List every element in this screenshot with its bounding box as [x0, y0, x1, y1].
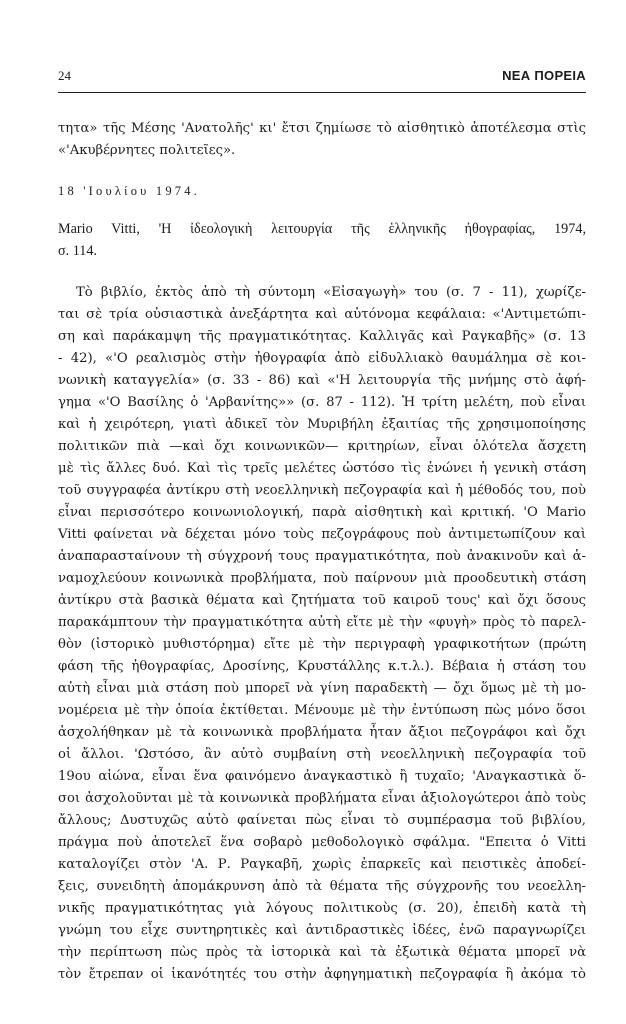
text-line: ται σὲ τρία οὐσιαστικὰ ἀνεξάρτητα καὶ αὐτόνομα κεφάλαια: «'Αντιμετώπι- — [58, 307, 586, 322]
text-line: νωνικὴ καταγγελία» (σ. 33 - 86) καὶ «'Η λειτουργία τῆς μνήμης στὸ ἀφή- — [58, 373, 586, 388]
text-line: καταλογίζει στὸν 'Α. Ρ. Ραγκαβῆ, χωρὶς ἐπαρκεῖς καὶ πειστικὲς ἀποδεί- — [58, 857, 586, 872]
text-line: αὐτὴ εἶναι μιὰ στάση ποὺ μπορεῖ νὰ γίνη παραδεκτὴ — ὄχι ὅμως μὲ τὴ μο- — [58, 681, 586, 696]
text-line: Τὸ βιβλίο, ἐκτὸς ἀπὸ τὴ σύντομη «Εἰσαγωγὴ» του (σ. 7 - 11), χωρίζε- — [76, 285, 586, 300]
text-line: καὶ ἡ χειρότερη, γιατὶ ἀδικεῖ τὸν Μυριβήλη ἐξαιτίας τῆς χρησιμοποίησης — [58, 417, 586, 432]
text-line: νομέρεια μὲ τὴν ὁποία ἐκτίθεται. Μένουμε μὲ τὴν ἐντύπωση πὼς μόνο ὅσοι — [58, 703, 586, 718]
text-line: ναμοχλεύουν κοινωνικὰ προβλήματα, ποὺ παίρνουν μιὰ προοδευτικὴ στάση — [58, 571, 586, 586]
text-line: οἱ ἄλλοι. 'Ωστόσο, ἂν αὐτὸ συμβαίνη στὴ νεοελληνικὴ πεζογραφία τοῦ — [58, 747, 586, 762]
text-line: γημα «'Ο Βασίλης ὁ 'Αρβανίτης»» (σ. 87 - 112). Ἡ τρίτη μελέτη, ποὺ εἶναι — [58, 395, 586, 410]
text-line: σοι ἀσχολοῦνται μὲ τὰ κοινωνικὰ προβλήματα εἶναι ἀξιολογώτεροι ἀπὸ τοὺς — [58, 791, 586, 806]
text-line: εἶναι περισσότερο κοινωνιολογική, παρὰ αἰσθητικὴ καὶ κριτική. 'Ο Mario — [58, 505, 586, 520]
page-number: 24 — [58, 68, 71, 83]
page-header — [58, 68, 586, 88]
text-line: «'Ακυβέρνητες πολιτεῖες». — [58, 143, 236, 158]
text-line: μὲ τὶς ἄλλες δυό. Καὶ τὶς τρεῖς μελέτες ὡστόσο τὶς ἑνώνει ἡ γενικὴ στάση — [58, 461, 586, 476]
text-line: ἀσχολήθηκαν μὲ τὰ κοινωνικὰ προβλήματα ἦταν ἄξιοι πεζογράφοι καὶ ὄχι — [58, 725, 586, 740]
text-line: τητα» τῆς Μέσης 'Ανατολῆς' κι' ἔτσι ζημίωσε τὸ αἰσθητικὸ ἀποτέλεσμα στὶς — [58, 121, 586, 136]
citation-line: σ. 114. — [58, 243, 98, 259]
text-line: ση καὶ παράκαμψη τῆς πραγματικότητας. Καλλιγᾶς καὶ Ραγκαβῆς» (σ. 13 — [58, 329, 586, 344]
text-line: τὴν περίπτωση πὼς πρὸς τὰ ἱστορικὰ καὶ τὰ ἐξωτικὰ θέματα μπορεῖ νὰ — [58, 945, 586, 960]
text-line: - 42), «'Ο ρεαλισμὸς στὴν ἠθογραφία ἀπὸ εἰδυλλιακὸ θαυμάλημα σὲ κοι- — [58, 351, 586, 366]
running-head: ΝΕΑ ΠΟΡΕΙΑ — [502, 68, 586, 83]
text-line: ἀναπαρασταίνουν τὴ σύγχρονή τους πραγματικότητα, ποὺ ἀνακινοῦν καὶ ἀ- — [58, 549, 586, 564]
dateline: 18 'Ιουλίου 1974. — [58, 184, 200, 198]
text-line: ἄλλους; Δυστυχῶς αὐτὸ φαίνεται πὼς εἶναι τὸ συμπέρασμα τοῦ βιβλίου, — [58, 813, 586, 828]
text-line: νικῆς πραγματικότητας γιὰ λόγους πολιτικοὺς (σ. 20), ἐπειδὴ κατὰ τὴ — [58, 901, 586, 916]
text-line: παρακάμπτουν τὴν πραγματικότητα αὐτὴ εἴτε μὲ τὴν «φυγὴ» πρὸς τὸ παρελ- — [58, 615, 586, 630]
text-line: ἀντίκρυ στὰ βασικὰ θέματα καὶ ζητήματα τοῦ καιροῦ τους' καὶ ὄχι ὅσους — [58, 593, 586, 608]
text-line: τὸν ἔτρεπαν οἱ ἱκανότητές του στὴν ἀφηγηματικὴ πεζογραφία ἢ ἀκόμα τὸ — [58, 967, 586, 982]
text-line: φάση τῆς ἠθογραφίας, Δροσίνης, Κρυστάλλης κ.τ.λ.). Βέβαια ἡ στάση του — [58, 659, 586, 674]
text-line: θὸν (ἱστορικὸ μυθιστόρημα) εἴτε μὲ τὴν περιγραφὴ γραφικοτήτων (πρώτη — [58, 637, 586, 652]
citation-line: Mario Vitti, 'Η ἰδεολογικὴ λειτουργία τῆς ἑλληνικῆς ἠθογραφίας, 1974, — [58, 221, 586, 237]
text-line: 19ου αἰώνα, εἶναι ἕνα φαινόμενο ἀναγκαστικὸ ἢ τυχαῖο; 'Αναγκαστικὰ ὅ- — [58, 769, 586, 784]
header-rule — [58, 92, 586, 93]
text-line: Vitti φαίνεται νὰ δέχεται μόνο τοὺς πεζογράφους ποὺ ἀντιμετωπίζουν καὶ — [58, 527, 586, 542]
text-line: τοῦ συγγραφέα ἀντίκρυ στὴ νεοελληνικὴ πεζογραφία καὶ ἡ μέθοδός του, ποὺ — [58, 483, 586, 498]
text-line: πράγμα ποὺ ἀποτελεῖ ἕνα σοβαρὸ μεθοδολογικὸ σφάλμα. "Επειτα ὁ Vitti — [58, 835, 586, 850]
text-line: πολιτικῶν πιὰ —καὶ ὄχι κοινωνικῶν— κριτηρίων, εἶναι ὁλότελα ἄσχετη — [58, 439, 586, 454]
text-line: γνώμη του εἶχε συντηρητικὲς καὶ ἀντιδραστικὲς ἰδέες, ἐνῶ παραγνωρίζει — [58, 923, 586, 938]
text-line: ξεις, συνειδητὴ ἀπομάκρυνση ἀπὸ τὰ θέματα τῆς σύγχρονῆς του νεοελλη- — [58, 879, 586, 894]
